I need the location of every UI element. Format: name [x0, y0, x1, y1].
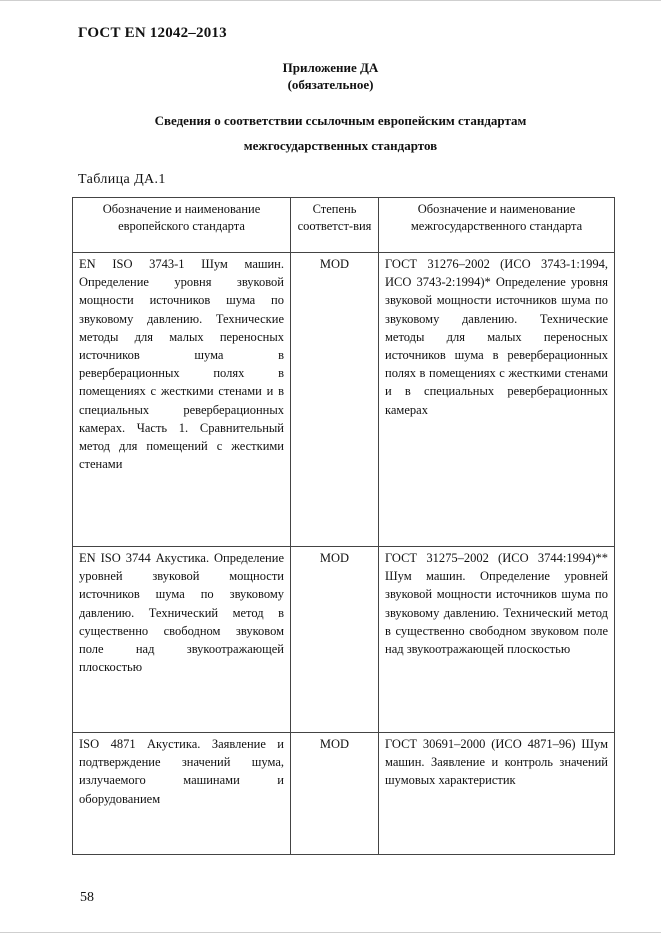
cell-degree: MOD [291, 733, 379, 855]
document-id: ГОСТ EN 12042–2013 [78, 25, 227, 41]
header-european-standard: Обозначение и наименование европейского стандарта [73, 198, 291, 253]
header-degree-of-conformity: Степень соответст-вия [291, 198, 379, 253]
cell-degree: MOD [291, 253, 379, 547]
table-caption: Таблица ДА.1 [78, 172, 166, 187]
page-top-border [0, 0, 661, 1]
cell-interstate-standard: ГОСТ 31275–2002 (ИСО 3744:1994)** Шум машин. Определение уровней звуковой мощности источников шума по звуковому давлению. Технический метод в существенно свободном звуковом поле над звукоотражающей плоскостью [379, 547, 615, 733]
cell-degree: MOD [291, 547, 379, 733]
header-interstate-standard: Обозначение и наименование межгосударственного стандарта [379, 198, 615, 253]
table-row [73, 733, 615, 855]
page-bottom-border [0, 932, 661, 933]
annex-status: (обязательное) [287, 77, 374, 92]
cell-european-standard: EN ISO 3744 Акустика. Определение уровней звуковой мощности источников шума по звуковому давлению. Технический метод в существенно свободном звуковом поле над звукоотражающей плоскостью [73, 547, 291, 733]
table-row [73, 253, 615, 547]
table-row [73, 547, 615, 733]
cell-european-standard: EN ISO 3743-1 Шум машин. Определение уровня звуковой мощности источников шума по звуковому давлению. Технические методы для малых переносных источников шума в реверберационных полях в помещениях с жесткими стенами и в специальных реверберационных камерах. Часть 1. Сравнительный метод для помещений с жесткими стенами [73, 253, 291, 547]
annex-title: Приложение ДА [282, 60, 379, 75]
section-heading-line-1: Сведения о соответствии ссылочным европейским стандартам [154, 113, 527, 128]
table-header-row [73, 198, 615, 253]
cell-european-standard: ISO 4871 Акустика. Заявление и подтверждение значений шума, излучаемого машинами и оборудованием [73, 733, 291, 855]
section-heading-line-2: межгосударственных стандартов [243, 138, 438, 153]
cell-interstate-standard: ГОСТ 31276–2002 (ИСО 3743-1:1994, ИСО 3743-2:1994)* Определение уровня звуковой мощности источников шума по звуковому давлению. Технические методы для малых переносных источников шума в реверберационных полях в помещениях с жесткими стенами и в специальных реверберационных камерах [379, 253, 615, 547]
cell-interstate-standard: ГОСТ 30691–2000 (ИСО 4871–96) Шум машин. Заявление и контроль значений шумовых характеристик [379, 733, 615, 855]
standards-correspondence-table [72, 197, 615, 855]
page-number: 58 [80, 890, 94, 905]
